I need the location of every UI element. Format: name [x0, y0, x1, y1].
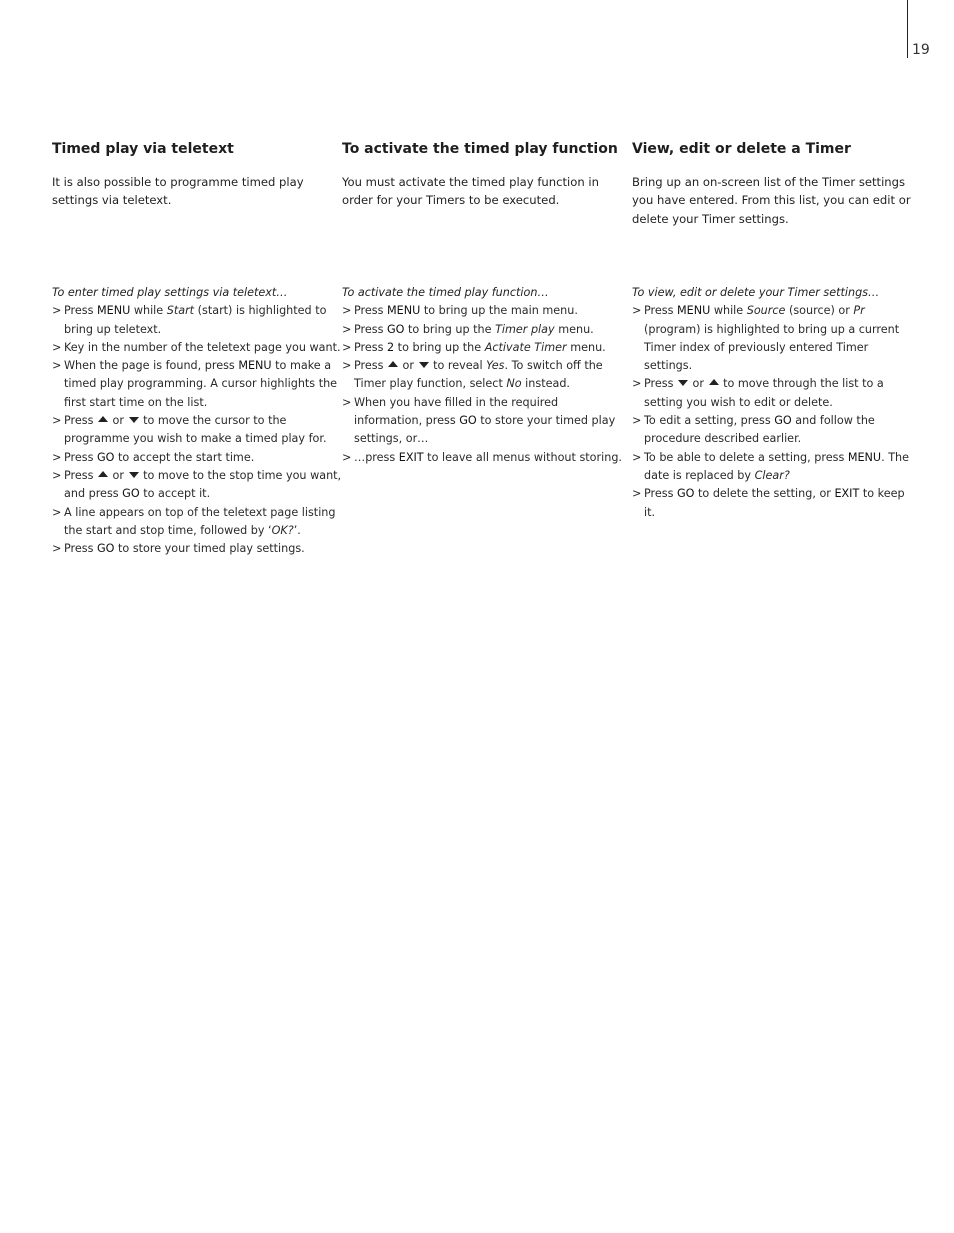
step-text: to accept the start time. — [114, 450, 255, 464]
section-heading: View, edit or delete a Timer — [632, 141, 851, 157]
step-text: A line appears on top of the teletext page listing the start and stop time, followed by ‘ — [64, 505, 336, 537]
section-intro: Bring up an on-screen list of the Timer settings you have entered. From this list, you can edit or delete your Timer settings. — [632, 175, 911, 226]
bullet-marker: > — [632, 304, 642, 318]
key-label: GO — [122, 487, 140, 501]
list-item — [52, 412, 342, 449]
step-text: to bring up the — [394, 340, 485, 354]
section-heading: Timed play via teletext — [52, 141, 234, 157]
list-item — [52, 467, 342, 504]
bullet-marker: > — [632, 450, 642, 464]
emphasis-text: Pr — [853, 304, 865, 318]
bullet-marker: > — [52, 468, 62, 482]
step-text: Press — [354, 359, 387, 373]
bullet-marker: > — [52, 414, 62, 428]
step-text: To edit a setting, press — [644, 414, 775, 428]
list-item — [632, 302, 910, 375]
step-text: instead. — [521, 377, 570, 391]
list-item — [342, 357, 624, 394]
list-item — [342, 394, 624, 449]
bullet-marker: > — [632, 487, 642, 501]
list-item — [52, 540, 342, 558]
section-activate-timed-play — [342, 140, 628, 210]
bullet-marker: > — [632, 414, 642, 428]
arrow-up-icon — [98, 416, 108, 422]
key-label: MENU — [238, 359, 272, 373]
step-text: Press — [354, 304, 387, 318]
bullet-marker: > — [342, 304, 352, 318]
instructions-view-edit-delete — [632, 284, 910, 522]
step-text: menu. — [554, 322, 594, 336]
bullet-marker: > — [342, 395, 352, 409]
list-item — [52, 339, 342, 357]
step-text: while — [710, 304, 747, 318]
section-view-edit-delete-timer — [632, 140, 918, 228]
key-label: EXIT — [834, 487, 860, 501]
list-item — [52, 357, 342, 412]
arrow-down-icon — [129, 417, 139, 423]
key-label: MENU — [847, 450, 882, 464]
emphasis-text: Yes — [486, 359, 505, 373]
step-text: Press — [644, 377, 677, 391]
list-item — [52, 504, 342, 541]
step-text: menu. — [566, 340, 606, 354]
step-text: . To switch off the Timer play function, select — [354, 359, 603, 391]
bullet-marker: > — [52, 505, 62, 519]
step-text: or — [689, 377, 708, 391]
bullet-marker: > — [52, 304, 62, 318]
instruction-list — [632, 302, 910, 522]
step-text: and follow the procedure described earlier. — [644, 414, 875, 446]
list-item — [342, 321, 624, 339]
bullet-marker: > — [52, 359, 62, 373]
step-text: to bring up the main menu. — [420, 304, 578, 318]
key-label: GO — [459, 414, 477, 428]
key-label: GO — [774, 414, 792, 428]
emphasis-text: OK? — [271, 523, 294, 537]
step-text: to move the cursor to the programme you wish to make a timed play for. — [64, 414, 327, 446]
step-text: When you have filled in the required information, press — [354, 395, 559, 428]
step-text: Press — [64, 468, 97, 482]
arrow-down-icon — [678, 380, 688, 386]
instructions-lead: To enter timed play settings via teletext… — [52, 286, 288, 299]
step-text: to make a timed play programming. A cursor highlights the first start time on the list. — [64, 359, 338, 409]
section-intro: You must activate the timed play function in order for your Timers to be executed. — [342, 175, 599, 208]
bullet-marker: > — [342, 322, 352, 336]
step-text: …press — [354, 450, 399, 464]
bullet-marker: > — [342, 359, 352, 373]
key-label: 2 — [387, 340, 395, 354]
step-text: to move to the stop time you want, and press — [64, 468, 342, 501]
instructions-lead: To view, edit or delete your Timer settings… — [632, 286, 880, 299]
emphasis-text: Start — [166, 304, 195, 318]
section-heading: To activate the timed play function — [342, 141, 618, 157]
key-label: MENU — [97, 304, 131, 318]
arrow-up-icon — [98, 471, 108, 477]
step-text: (source) or — [785, 304, 854, 318]
step-text: or — [109, 468, 128, 482]
step-text: to store your timed play settings, or… — [354, 414, 616, 446]
list-item — [52, 302, 342, 339]
step-text: to keep it. — [644, 487, 905, 519]
step-text: Press — [64, 450, 97, 464]
step-text: To be able to delete a setting, press — [644, 450, 848, 464]
key-label: MENU — [677, 304, 711, 318]
instruction-list — [342, 302, 624, 467]
list-item — [632, 449, 910, 486]
list-item — [342, 302, 624, 320]
list-item — [632, 412, 910, 449]
emphasis-text: Source — [746, 304, 786, 318]
emphasis-text: Timer play — [495, 322, 555, 336]
emphasis-text: Activate Timer — [484, 340, 567, 354]
bullet-marker: > — [52, 542, 62, 556]
step-text: Press — [354, 322, 387, 336]
section-intro: It is also possible to programme timed play settings via teletext. — [52, 175, 304, 208]
emphasis-text: Clear? — [754, 468, 790, 482]
step-text: Press — [644, 487, 677, 501]
step-text: Press — [64, 542, 97, 556]
step-text: Key in the number of the teletext page you want. — [64, 340, 341, 354]
step-text: Press — [64, 414, 97, 428]
step-text: to store your timed play settings. — [114, 542, 305, 556]
step-text: Press — [354, 340, 387, 354]
arrow-up-icon — [709, 379, 719, 385]
step-text: to bring up the — [404, 322, 496, 336]
key-label: GO — [97, 542, 115, 556]
instructions-activate — [342, 284, 624, 467]
step-text: to accept it. — [139, 487, 211, 501]
page-rule — [907, 0, 908, 58]
bullet-marker: > — [632, 377, 642, 391]
step-text: Press — [64, 304, 97, 318]
instructions-teletext — [52, 284, 342, 558]
step-text: to delete the setting, or — [694, 487, 835, 501]
arrow-down-icon — [419, 362, 429, 368]
step-text: (start) is highlighted to bring up teletext. — [64, 304, 327, 336]
step-text: to reveal — [429, 359, 487, 373]
step-text: to leave all menus without storing. — [423, 450, 622, 464]
key-label: EXIT — [398, 450, 424, 464]
arrow-down-icon — [129, 472, 139, 478]
key-label: GO — [677, 487, 695, 501]
step-text: Press — [644, 304, 677, 318]
list-item — [342, 449, 624, 467]
list-item — [632, 375, 910, 412]
bullet-marker: > — [342, 450, 352, 464]
arrow-up-icon — [388, 361, 398, 367]
bullet-marker: > — [52, 450, 62, 464]
section-timed-play-via-teletext — [52, 140, 338, 210]
instructions-lead: To activate the timed play function… — [342, 286, 549, 299]
key-label: GO — [97, 450, 115, 464]
step-text: . The date is replaced by — [644, 450, 910, 482]
list-item — [52, 449, 342, 467]
list-item — [632, 485, 910, 522]
step-text: When the page is found, press — [64, 359, 239, 373]
step-text: or — [399, 359, 418, 373]
bullet-marker: > — [52, 340, 62, 354]
key-label: GO — [387, 322, 405, 336]
emphasis-text: No — [506, 377, 522, 391]
list-item — [342, 339, 624, 357]
step-text: to move through the list to a setting you wish to edit or delete. — [644, 377, 884, 409]
instruction-list — [52, 302, 342, 558]
key-label: MENU — [387, 304, 421, 318]
bullet-marker: > — [342, 340, 352, 354]
step-text: while — [130, 304, 167, 318]
step-text: or — [109, 414, 128, 428]
step-text: (program) is highlighted to bring up a current Timer index of previously entered Timer settings. — [644, 322, 900, 373]
step-text: ’. — [293, 523, 301, 537]
page-number: 19 — [912, 42, 930, 58]
